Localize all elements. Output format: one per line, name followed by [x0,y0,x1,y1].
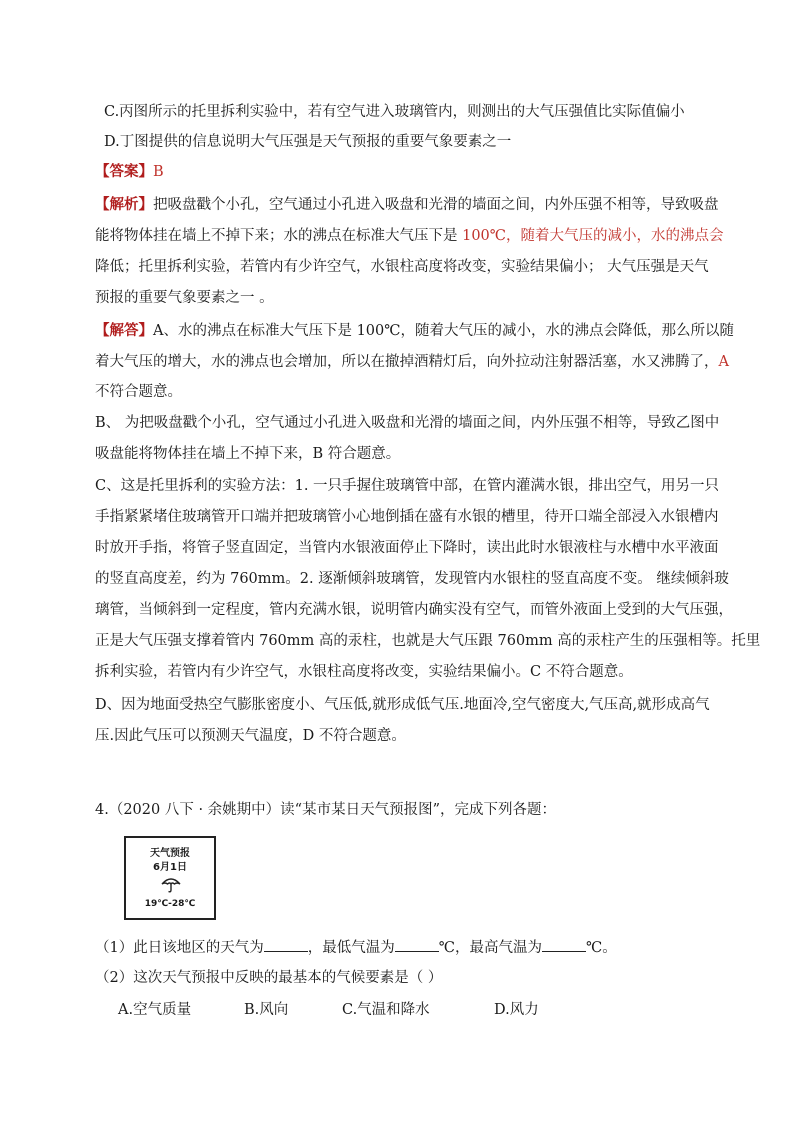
forecast-temperature: 19℃-28℃ [144,899,196,909]
question-4-stem: 4.（2020 八下 · 余姚期中）读“某市某日天气预报图”，完成下列各题： [95,802,556,818]
choice-d[interactable]: D.风力 [494,1002,539,1018]
question-4-part-1 [95,937,715,958]
solution-b-line-2: 吸盘能将物体挂在墙上不掉下来，B 符合题意。 [95,446,401,462]
analysis-text-1: 把吸盘戳个小孔，空气通过小孔进入吸盘和光滑的墙面之间，内外压强不相等，导致吸盘 [153,197,719,213]
analysis-label: 【解析】 [95,196,153,213]
solution-label: 【解答】 [95,322,153,339]
solution-d-line-1: D、因为地面受热空气膨胀密度小、气压低,就形成低气压.地面冷,空气密度大,气压高,就形成高气 [95,697,710,713]
solution-c-line-5: 璃管，当倾斜到一定程度，管内充满水银，说明管内确实没有空气，而管外液面上受到的大气压强， [95,602,733,618]
q1-text-d: ℃。 [585,940,617,956]
solution-a-line-2 [95,352,729,372]
solution-c-line-3: 时放开手指，将管子竖直固定，当管内水银液面停止下降时，读出此时水银液柱与水槽中水平液面 [95,540,719,556]
answer-value: B [153,164,164,180]
q1-text-b: ，最低气温为 [307,940,395,956]
choice-c[interactable]: C.气温和降水 [342,1002,430,1018]
choice-b[interactable]: B.风向 [244,1002,289,1018]
q1-text-a: （1）此日该地区的天气为 [95,940,264,956]
solution-b-line-1: B、 为把吸盘戳个小孔，空气通过小孔进入吸盘和光滑的墙面之间，内外压强不相等，导致乙图中 [95,415,720,431]
solution-c-line-4: 的竖直高度差，约为 760mm。2. 逐渐倾斜玻璃管，发现管内水银柱的竖直高度不变。 继续倾斜玻 [95,571,729,587]
solution-c-line-1: C、这是托里拆利的实验方法：1. 一只手握住玻璃管中部，在管内灌满水银，排出空气，用另一只 [95,478,720,494]
weather-forecast-card [124,836,216,920]
solution-c-line-2: 手指紧紧堵住玻璃管开口端并把玻璃管小心地倒插在盛有水银的槽里，待开口端全部浸入水银槽内 [95,509,719,525]
q1-text-c: ℃，最高气温为 [438,940,542,956]
rain-umbrella-icon [160,874,182,894]
forecast-date: 6月1日 [153,862,187,873]
weather-blank[interactable] [264,937,308,952]
solution-c-line-6: 正是大气压强支撑着管内 760mm 高的汞柱，也就是大气压跟 760mm 高的汞柱产生的压强相等。托里 [95,633,761,649]
min-temp-blank[interactable] [395,937,439,952]
max-temp-blank[interactable] [542,937,586,952]
solution-a-line-3: 不符合题意。 [95,384,182,400]
answer-label: 【答案】 [95,163,153,180]
solution-a-line-1 [95,321,734,341]
answer-line [95,162,715,182]
solution-a-text-1: A、水的沸点在标准大气压下是 100℃，随着大气压的减小，水的沸点会降低，那么所以随 [153,323,734,339]
solution-a-text-2b: A [718,354,729,370]
forecast-title: 天气预报 [150,848,190,859]
analysis-line-4: 预报的重要气象要素之一 。 [95,290,274,306]
option-c-prev: C.丙图所示的托里拆利实验中，若有空气进入玻璃管内，则测出的大气压强值比实际值偏小 [104,104,685,120]
analysis-line-2 [95,226,724,246]
option-d-prev: D.丁图提供的信息说明大气压强是天气预报的重要气象要素之一 [104,134,512,150]
solution-d-line-2: 压.因此气压可以预测天气温度，D 不符合题意。 [95,728,406,744]
analysis-line-1 [95,195,719,215]
solution-c-line-7: 拆利实验，若管内有少许空气，水银柱高度将改变，实验结果偏小。C 不符合题意。 [95,664,633,680]
choice-a[interactable]: A.空气质量 [118,1002,192,1018]
analysis-line-3: 降低；托里拆利实验，若管内有少许空气，水银柱高度将改变，实验结果偏小； 大气压强是天气 [95,259,709,275]
solution-a-text-2a: 着大气压的增大，水的沸点也会增加，所以在撤掉酒精灯后，向外拉动注射器活塞，水又沸腾了， [95,354,719,370]
analysis-text-2b: 100℃，随着大气压的减小，水的沸点会 [462,228,724,244]
analysis-text-2a: 能将物体挂在墙上不掉下来；水的沸点在标准大气压下是 [95,228,463,244]
question-4-part-2: （2）这次天气预报中反映的最基本的气候要素是（ ） [95,970,443,986]
